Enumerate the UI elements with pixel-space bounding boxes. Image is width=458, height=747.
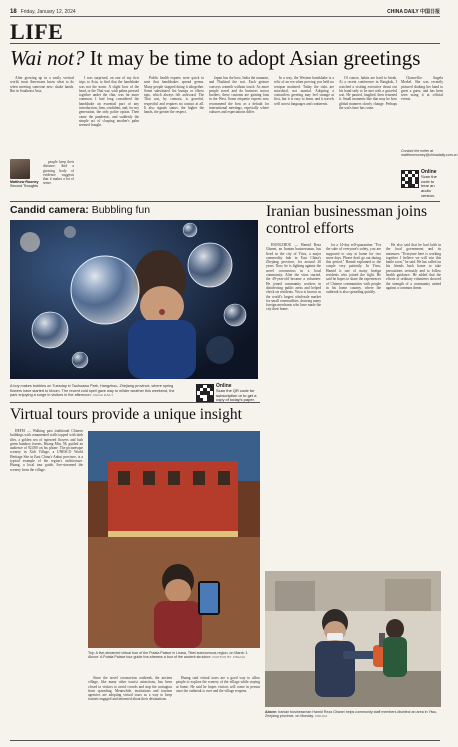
paragraph: He also said that he had faith in the local government and its measures. "Everyone here is working together. I believe we will win this battle soon," he said. He has called on his friends back home to take precautions seriously and to follow health guidance. He added that the efforts of ordinary volunteers showed the strength of a community united against a common threat.	[386, 243, 441, 290]
paragraph: Huang said virtual tours are a good way to allow people to explore the scenery of the village while staying at home. He said he hopes visitors will come in person once the outbreak is over and the village reopens.	[176, 676, 260, 693]
paragraph: I was surprised, on one of my first trips to Asia, to find that the handshake was not the norm. A slight bow of the head, or the Thai wai, with palms pressed together under the chin, was far more common. I had long considered the handshake an essential part of any introduction; firm, confident, and, for my generation, the only polite option. Then came the pandemic, and suddenly the simple act of clasping another's palm seemed fraught.	[79, 76, 139, 128]
main-col-5	[274, 76, 334, 200]
paragraph: Chancellor Angela Merkel. She was recently pictured shaking her hand to greet a guest, and has been seen using it at official events.	[401, 76, 443, 102]
main-headline	[10, 47, 440, 69]
virtual-col-1	[10, 429, 83, 719]
paragraph: Japan has the bow, India the namaste, and Thailand the wai. Each gesture conveys warmth without touch. As more people travel and do business across borders, these customs are gaining fans in the West. Some etiquette experts now recommend the bow as a default for international meetings, especially where cultures and expectations differ.	[209, 76, 269, 115]
iran-photo-illustration	[265, 571, 441, 707]
paragraph: Since the novel coronavirus outbreak, the ancient village, like many other tourist attractions, has been closed to visitors to avoid crowds and stop the contagion from spreading. Meanwhile, institutions and tourism agencies are adopting virtual tours as a way to keep tourists engaged and informed about their destinations.	[88, 676, 172, 702]
online-label: Online	[216, 383, 232, 389]
masthead: CHINA DAILY 中国日报	[387, 9, 440, 15]
subscription-online-box	[216, 384, 260, 403]
divider	[10, 201, 440, 202]
section-rule	[10, 43, 440, 44]
paragraph: In a way, the Western handshake is a relic of an era when proving you held no weapon mattered. Today the risks are microbial, not martial. Adopting a contactless greeting may feel strange at first, but it is easy to learn, and it travels well across languages and continents.	[274, 76, 334, 106]
virtual-col-2	[88, 676, 172, 736]
subscription-qr-code[interactable]	[196, 384, 214, 402]
caption-lead: Above:	[265, 710, 278, 714]
iran-photo	[265, 571, 441, 707]
audio-online-box	[421, 170, 443, 199]
virtual-col-3	[176, 676, 260, 736]
headline-italic: Wai not?	[10, 46, 85, 70]
main-col-1a	[10, 76, 74, 156]
headline-rest: It may be time to adopt Asian greetings	[89, 46, 421, 70]
contact-info	[401, 149, 458, 158]
page-header	[10, 7, 440, 17]
author-name: Matthew Rooney	[10, 180, 39, 184]
online-text: Scan the code to hear an audio version.	[421, 173, 437, 198]
audio-qr-code[interactable]	[401, 170, 419, 188]
paragraph: HANGZHOU — Hamid Reza Ghanei, an Iranian businessman, has lived in the city of Yiwu, a major commodity hub in East China's Zhejiang province, for around 20 years. Now, he is fighting against the novel coronavirus in a local community. After the virus started, the 49-year-old became a volunteer. He joined community workers in disinfecting public areas and helped check on residents. Yiwu is known as the world's largest wholesale market for small commodities, drawing many foreign merchants who have made the city their home.	[266, 243, 321, 312]
iran-headline: Iranian businessman joins control efforts	[266, 203, 428, 237]
virtual-caption	[88, 651, 260, 660]
main-col-2	[79, 76, 139, 200]
kicker-sub: Bubbling fun	[91, 204, 151, 216]
paragraph: After growing up in a vastly vertical world, most Americans know what to do when meeting someone new: shake hands. But in Southeast Asia,	[10, 76, 74, 93]
main-col-7	[401, 76, 443, 146]
iran-caption	[265, 710, 441, 719]
photo-credit: XINHUA	[314, 714, 328, 719]
candid-caption	[10, 384, 180, 398]
main-col-4	[209, 76, 269, 200]
bubble-photo-illustration	[10, 220, 258, 379]
online-label: Online	[421, 169, 437, 175]
byline	[10, 159, 41, 189]
author-photo	[10, 159, 30, 179]
main-col-1b	[43, 160, 74, 200]
caption-text: Top: A live-streamed virtual tour of the Potala Palace in Lhasa, Tibet autonomous region, on March 1. Above: A Potala Palace tour guide live-streams a tour of the ancient structure.	[88, 651, 249, 660]
main-col-6	[339, 76, 397, 200]
main-col-3	[144, 76, 204, 200]
iran-col-3	[386, 243, 441, 567]
online-text: Scan the QR code for subscription or to get a copy of today's paper.	[216, 387, 257, 403]
kicker-label: Candid camera:	[10, 204, 89, 216]
iran-col-2	[326, 243, 381, 567]
iran-col-1	[266, 243, 321, 567]
divider	[10, 402, 260, 403]
contact-label: Contact the writer at	[401, 149, 434, 153]
caption-text: Iranian businessman Hamid Reza Ghanei helps community staff members disinfect an area in Yiwu, Zhejiang province, on Monday.	[265, 710, 438, 719]
section-title: LIFE	[10, 19, 64, 44]
potala-photo-illustration	[88, 431, 260, 648]
page-bottom-rule	[10, 740, 440, 741]
page-number: 18	[10, 8, 17, 15]
bubble-photo	[10, 220, 258, 379]
paragraph: Public health experts were quick to note that handshakes spread germs. Many people stopped doing it altogether. Some substituted fist bumps or elbow taps, which always felt awkward. The Thai wai, by contrast, is graceful, respectful and requires no contact at all. It also signals status: the higher the hands, the greater the respect.	[144, 76, 204, 115]
paragraph: people keep their distance. And a growing body of evidence suggests that it makes a lot of sense.	[43, 160, 74, 186]
paragraph: Of course, habits are hard to break. At a recent conference in Bangkok, I watched a visiting executive thrust out his hand only to be met with a graceful wai. He paused, laughed, then returned it. Small moments like that may be how global manners slowly change. Perhaps the wai's time has come.	[339, 76, 397, 111]
paragraph: for a 14-day self-quarantine. "For the sake of everyone's safety, you are supposed to stay at home for two more days. Please don't go out during this period," Hamid explained to the couple very patiently. In Yiwu, Hamid is one of many foreign residents who joined the fight. He said he hopes to share the experiences of Chinese communities with people in his home country, where the outbreak is also spreading quickly.	[326, 243, 381, 295]
virtual-headline: Virtual tours provide a unique insight	[10, 406, 242, 423]
paragraph: HEFEI — Walking past traditional Chinese buildings with ornamented walls topped with dark tiles, a golden sea of rapeseed flowers and lush green bamboo forests, Huang Min, 58, guided an audience of 92,000 on his phone. The picturesque scenery in Xidi Village, a UNESCO World Heritage Site in East China's Anhui province, is a typical example of the region's architecture. Huang, a local tour guide, live-streamed the scenery from the village.	[10, 429, 83, 472]
candid-kicker	[10, 204, 150, 216]
potala-photo	[88, 431, 260, 648]
issue-date: Friday, January 12, 2024	[20, 8, 76, 15]
contact-email[interactable]: matthewrooney@chinadaily.com.cn	[401, 153, 458, 158]
photo-credit: PHOTOS BY XINHUA	[212, 655, 246, 660]
caption-text: A boy makes bubbles on Tuesday in Taohuawu Park, Hangzhou, Zhejiang province, where spring flowers have started to bloom. The recent cold spell gave way to milder weather this weekend, the park enjoying a surge in visitors in the afternoon.	[10, 384, 175, 398]
photo-credit: CHINA DAILY	[92, 393, 114, 398]
author-column: Second Thoughts	[10, 184, 39, 189]
